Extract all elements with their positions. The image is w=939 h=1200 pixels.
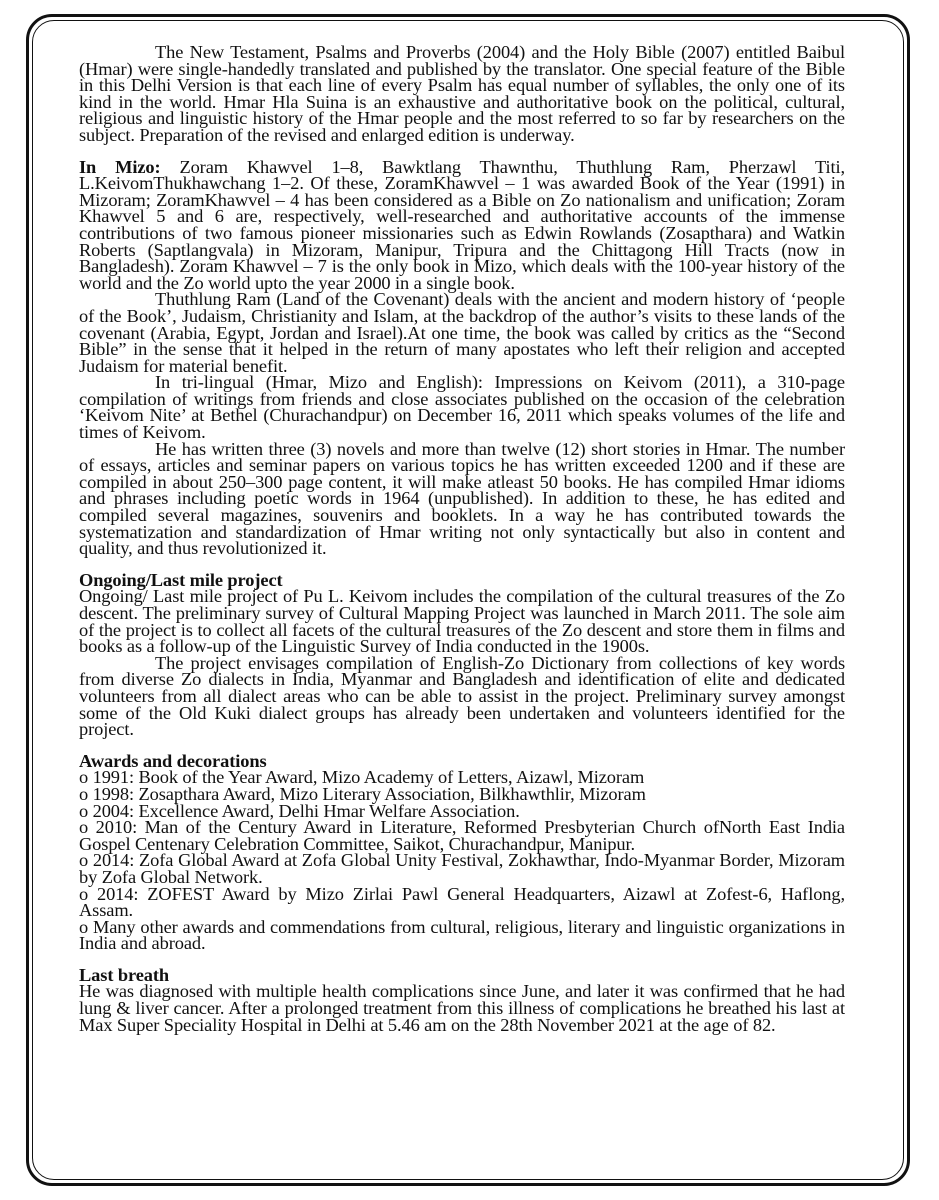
- award-item: o Many other awards and commendations from cultural, religious, literary and linguistic organizations in India and abroad.: [79, 916, 845, 954]
- last-breath-paragraph: He was diagnosed with multiple health complications since June, and later it was confirmed that he had lung & liver cancer. After a prolonged treatment from this illness of complications he breathed his last at Max Super Speciality Hospital in Delhi at 5.46 am on the 28th November 2021 at the age of 82.: [79, 981, 845, 1035]
- last-breath-heading: Last breath: [79, 964, 170, 985]
- mizo-paragraph: [79, 156, 845, 293]
- trilingual-paragraph: In tri-lingual (Hmar, Mizo and English): Impressions on Keivom (2011), a 310-page compilation of writings from friends and close associates published on the occasion of the celebration ‘Keivom Nite’ at Bethel (Churachandpur) on December 16, 2011 which speaks volumes of the life and times of Keivom.: [79, 372, 845, 443]
- mizo-text: Zoram Khawvel 1–8, Bawktlang Thawnthu, Thuthlung Ram, Pherzawl Titi, L.KeivomThukhawchang 1–2. Of these, ZoramKhawvel – 1 was awarded Book of the Year (1991) in Mizoram; ZoramKhawvel – 4 has been considered as a Bible on Zo nationalism and unification; Zoram Khawvel 5 and 6 are, respectively, well-researched and authoritative accounts of the immense contributions of two famous pioneer missionaries such as Edwin Rowlands (Zosapthara) and Watkin Roberts (Saptlangvala) in Mizoram, Manipur, Tripura and the Chittagong Hill Tracts (now in Bangladesh). Zoram Khawvel – 7 is the only book in Mizo, which deals with the 100-year history of the world and the Zo world upto the year 2000 in a single book.: [79, 156, 845, 293]
- ongoing-paragraph-2: The project envisages compilation of English-Zo Dictionary from collections of key words from diverse Zo dialects in India, Myanmar and Bangladesh and identification of elite and dedicated volunteers from all dialect areas who can be able to assist in the project. Preliminary survey amongst some of the Old Kuki dialect groups has already been undertaken and volunteers identified for the project.: [79, 652, 845, 740]
- award-item: o 2014: ZOFEST Award by Mizo Zirlai Pawl General Headquarters, Aizawl at Zofest-6, Haflong, Assam.: [79, 883, 845, 921]
- mizo-label: In Mizo:: [79, 156, 161, 177]
- ongoing-heading: Ongoing/Last mile project: [79, 569, 283, 590]
- awards-heading: Awards and decorations: [79, 750, 267, 771]
- award-item: o 2010: Man of the Century Award in Literature, Reformed Presbyterian Church ofNorth East India Gospel Centenary Celebration Committee, Saikot, Churachandpur, Manipur.: [79, 817, 845, 854]
- novels-paragraph: He has written three (3) novels and more than twelve (12) short stories in Hmar. The number of essays, articles and seminar papers on various topics he has written exceeded 1200 and if these are compiled in about 250–300 page content, it will make atleast 50 books. He has compiled Hmar idioms and phrases including poetic words in 1964 (unpublished). In addition to these, he has edited and compiled several magazines, souvenirs and booklets. In a way he has contributed towards the systematization and standardization of Hmar writing not only syntactically but also in content and quality, and thus revolutionized it.: [79, 438, 845, 559]
- award-item: o 1991: Book of the Year Award, Mizo Academy of Letters, Aizawl, Mizoram: [79, 767, 645, 788]
- award-item: o 2014: Zofa Global Award at Zofa Global Unity Festival, Zokhawthar, Indo-Myanmar Border, Mizoram by Zofa Global Network.: [79, 850, 845, 887]
- intro-paragraph: The New Testament, Psalms and Proverbs (2004) and the Holy Bible (2007) entitled Baibul (Hmar) were single-handedly translated and published by the translator. One special feature of the Bible in this Delhi Version is that each line of every Psalm has equal number of syllables, the only one of its kind in the world. Hmar Hla Suina is an exhaustive and authoritative book on the political, cultural, religious and linguistic history of the Hmar people and the most referred to so far by researchers on the subject. Preparation of the revised and enlarged edition is underway.: [79, 42, 845, 145]
- ongoing-paragraph-1: Ongoing/ Last mile project of Pu L. Keivom includes the compilation of the cultural treasures of the Zo descent. The preliminary survey of Cultural Mapping Project was launched in March 2011. The sole aim of the project is to collect all facets of the cultural treasures of the Zo descent and store them in films and books as a follow-up of the Linguistic Survey of India conducted in the 1900s.: [79, 586, 845, 657]
- thuthlung-paragraph: Thuthlung Ram (Land of the Covenant) deals with the ancient and modern history of ‘people of the Book’, Judaism, Christianity and Islam, at the backdrop of the author’s visits to these lands of the covenant (Arabia, Egypt, Jordan and Israel).At one time, the book was called by critics as the “Second Bible” in the sense that it helped in the return of many apostates who left their religion and accepted Judaism for material benefit.: [79, 289, 845, 376]
- award-item: o 1998: Zosapthara Award, Mizo Literary Association, Bilkhawthlir, Mizoram: [79, 783, 646, 804]
- document-body: [79, 44, 845, 1033]
- award-item: o 2004: Excellence Award, Delhi Hmar Welfare Association.: [79, 800, 520, 821]
